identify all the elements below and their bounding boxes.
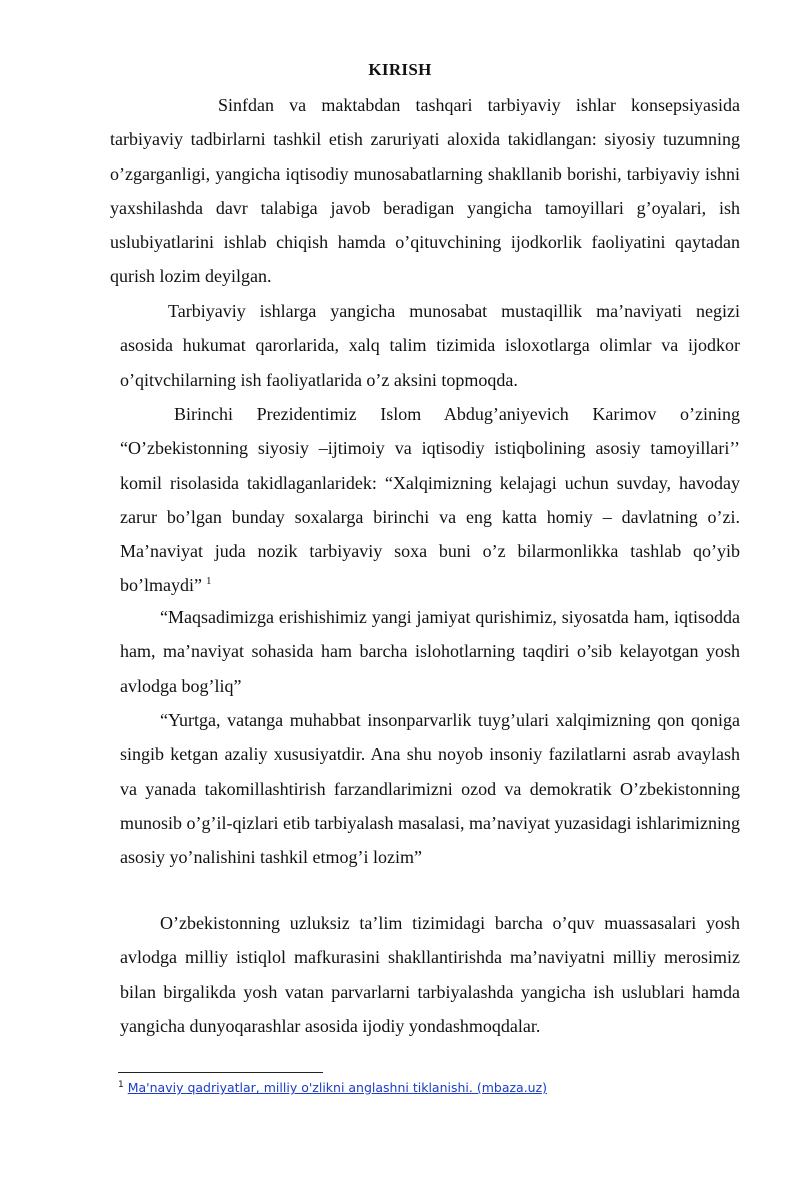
paragraph-1: Sinfdan va maktabdan tashqari tarbiyaviy ishlar konsepsiyasida tarbiyaviy tadbirlarni tashkil etish zaruriyati aloxida takidlangan: siyosiy tuzumning o’zgarganligi, yangicha iqtisodiy munosabatlarning shakllanib borishi, tarbiyaviy ishni yaxshilashda davr talabiga javob beradigan yangicha tamoyillari g’oyalari, ish uslubiyatlarini ishlab chiqish hamda o’qituvchining ijodkorlik faoliyatini qaytadan qurish lozim deyilgan. [110, 95, 740, 287]
footnote-reference[interactable]: 1 [205, 575, 212, 588]
footnote-separator [118, 1072, 323, 1073]
page-title: KIRISH [368, 60, 432, 79]
paragraph-5: “Yurtga, vatanga muhabbat insonparvarlik tuyg’ulari xalqimizning qon qoniga singib ketgan azaliy xususiyatdir. Ana shu noyob insoniy fazilatlarni asrab avaylash va yanada takomillashtirish farzandlarimizni ozod va demokratik O’zbekistonning munosib o’g’il-qizlari etib tarbiyalash masalasi, ma’naviyat yuzasidagi ishlarimizning asosiy yo’nalishini tashkil etmog’i lozim” [120, 710, 740, 868]
footnote-marker: 1 [118, 1079, 124, 1090]
paragraph-4: “Maqsadimizga erishishimiz yangi jamiyat qurishimiz, siyosatda ham, iqtisodda ham, ma’naviyat sohasida ham barcha islohotlarning taqdiri o’sib kelayotgan yosh avlodga bog’liq” [120, 607, 740, 696]
paragraph-3 [120, 397, 740, 603]
footnote [118, 1080, 547, 1095]
paragraph-3-text: Birinchi Prezidentimiz Islom Abdug’aniyevich Karimov o’zining “O’zbekistonning siyosiy –ijtimoiy va iqtisodiy istiqbolining asosiy tamoyillari’’ komil risolasida takidlaganlaridek: “Xalqimizning kelajagi uchun suvday, havoday zarur bo’lgan bunday soxalarga birinchi va eng katta homiy – davlatning o’zi. Ma’naviyat juda nozik tarbiyaviy soxa buni o’z bilarmonlikka tashlab qo’yib bo’lmaydi” [120, 404, 740, 596]
paragraph-2: Tarbiyaviy ishlarga yangicha munosabat mustaqillik ma’naviyati negizi asosida hukumat qarorlarida, xalq talim tizimida isloxotlarga olimlar va ijodkor o’qitvchilarning ish faoliyatlarida o’z aksini topmoqda. [120, 301, 740, 390]
footnote-link[interactable]: Ma'naviy qadriyatlar, milliy o'zlikni anglashni tiklanishi. (mbaza.uz) [127, 1080, 548, 1095]
paragraph-6: O’zbekistonning uzluksiz ta’lim tizimidagi barcha o’quv muassasalari yosh avlodga milliy istiqlol mafkurasini shakllantirishda ma’naviyatni milliy merosimiz bilan birgalikda yosh vatan parvarlarni tarbiyalashda yangicha ish uslublari hamda yangicha dunyoqarashlar asosida ijodiy yondashmoqdalar. [120, 913, 740, 1036]
